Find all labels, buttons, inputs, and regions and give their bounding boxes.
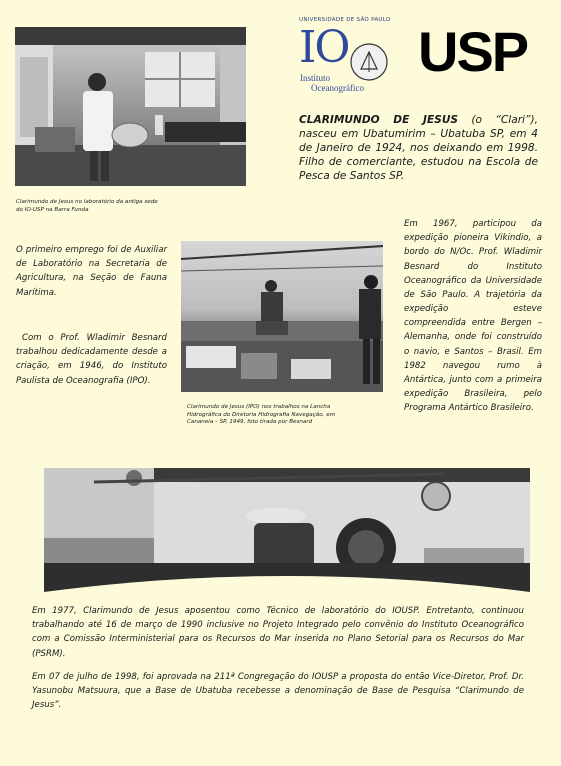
lab-photo-drawing — [15, 27, 246, 186]
io-logo-line1: Instituto — [300, 73, 331, 83]
io-logo — [297, 22, 387, 96]
boat-photo-drawing — [181, 241, 383, 392]
boat-photo — [181, 241, 383, 392]
usp-logo: USP — [418, 20, 528, 83]
expedition-paragraph: Em 1967, participou da expedição pioneira Vikindio, a bordo do N/Oc. Prof. Wladimir Besnard do Instituto Oceanográfico da Universidade de São Paulo. A trajetória da expedição esteve compreendida entre Bergen – Alemanha, onde foi construído o navio, e Santos – Brasil. Em 1982 navegou rumo à Antártica, junto com a primeira expedição Brasileira, pelo Programa Antártico Brasileiro. — [404, 219, 542, 414]
first-job-paragraph: O primeiro emprego foi de Auxiliar de Laboratório na Secretaria de Agricultura, na Seção de Fauna Marítima. — [16, 245, 167, 298]
lab-photo — [15, 27, 246, 186]
retirement-text-a: Em 1977, — [32, 606, 84, 616]
retirement-name: Clarimundo de Jesus — [83, 606, 179, 616]
ship-photo — [44, 468, 530, 592]
intro-name: CLARIMUNDO DE JESUS — [299, 114, 459, 126]
lab-photo-caption: Clarimundo de Jesus no laboratório da antiga sede do IO-USP na Barra Funda — [16, 199, 158, 213]
ship-photo-drawing — [44, 468, 530, 592]
besnard-paragraph: Com o Prof. Wladimir Besnard trabalhou dedicadamente desde a criação, em 1946, do Instituto Paulista de Oceanografia (IPO). — [16, 333, 167, 386]
io-logo-letters: IO — [299, 22, 349, 73]
base-naming-paragraph: Em 07 de julho de 1998, foi aprovada na 211ª Congregação do IOUSP a proposta do então Vice-Diretor, Prof. Dr. Yasunobu Matsuura, que a Base de Ubatuba recebesse a denominação de Base de Pesquisa “Clarimundo de Jesus”. — [32, 672, 524, 711]
io-logo-line2: Oceanográfico — [311, 83, 364, 93]
retirement-paragraph — [32, 604, 524, 661]
intro-text: (o “Clari”), nasceu em Ubatumirim – Ubatuba SP, em 4 de Janeiro de 1924, nos deixando em 1998. Filho de comerciante, estudou na Escola de Pesca de Santos SP. — [299, 114, 538, 182]
retirement-text-b: aposentou como Técnico de laboratório do IOUSP. Entretanto, continuou trabalhando até 16 de março de 1990 inclusive no Projeto Integrado pelo convênio do Instituto Oceanográfico com a Comissão Interministerial para os Recursos do Mar inserida no Plano Setorial para os Recursos do Mar (PSRM). — [32, 606, 524, 659]
intro-paragraph — [299, 114, 538, 184]
io-logo-emblem — [349, 42, 389, 82]
usp-small-heading: UNIVERSIDADE DE SÃO PAULO — [299, 17, 391, 23]
boat-photo-caption: Clarimundo de Jesus (IPO) nos trabalhos na Lancha Hidrográfica do Diretoria Hidrografia Navegação, em Cananeia – SP, 1949, foto tirada por Besnard — [187, 404, 336, 426]
